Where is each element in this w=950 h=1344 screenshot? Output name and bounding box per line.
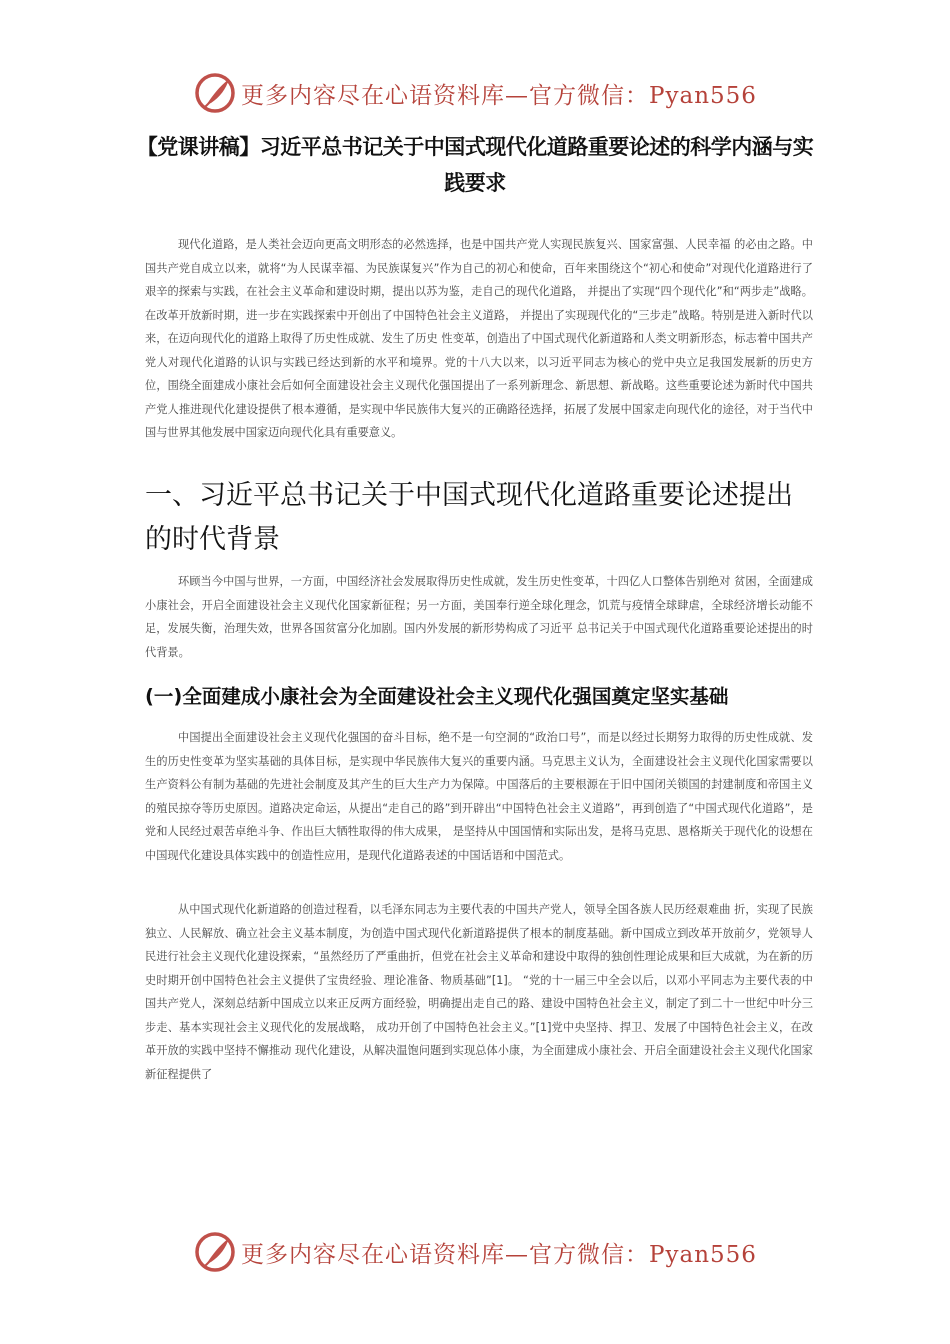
section-heading-1: 一、习近平总书记关于中国式现代化道路重要论述提出的时代背景 <box>145 480 793 555</box>
intro-paragraph: 现代化道路，是人类社会迈向更高文明形态的必然选择，也是中国共产党人实现民族复兴、国家富强、人民幸福 的必由之路。中国共产党自成立以来，就将“为人民谋幸福、为民族谋复兴”作为自己的初心和使命，百年来围绕这个“初心和使命”对现代化道路进行了艰辛的探索与实践，在社会主义革命和建设时期，提出以苏为鉴，走自己的现代化道路， 并提出了实现“四个现代化”和“两步走”战略。在改革开放新时期，进一步在实践探索中开创出了中国特色社会主义道路， 并提出了实现现代化的“三步走”战略。特别是进入新时代以来，在迈向现代化的道路上取得了历史性成就、发生了历史 性变革，创造出了中国式现代化新道路和人类文明新形态，标志着中国共产党人对现代化道路的认识与实践已经达到新的水平和境界。党的十八大以来，以习近平同志为核心的党中央立足我国发展新的历史方位，围绕全面建成小康社会后如何全面建设社会主义现代化强国提出了一系列新理念、新思想、新战略。这些重要论述为新时代中国共产党人推进现代化建设提供了根本遵循，是实现中华民族伟大复兴的正确路径选择，拓展了发展中国家走向现代化的途径，对于当代中国与世界其他发展中国家迈向现代化具有重要意义。 <box>145 238 813 439</box>
header-watermark-banner <box>0 68 950 118</box>
feather-pen-logo-icon <box>193 1230 237 1274</box>
watermark-text: 更多内容尽在心语资料库—官方微信：Pyan556 <box>241 1241 757 1268</box>
document-title: 【党课讲稿】习近平总书记关于中国式现代化道路重要论述的科学内涵与实践要求 <box>136 135 814 195</box>
subsection1-paragraph-1: 中国提出全面建设社会主义现代化强国的奋斗目标，绝不是一句空洞的“政治口号”，而是以经过长期努力取得的历史性成就、发生的历史性变革为坚实基础的具体目标，是实现中华民族伟大复兴的重要内涵。马克思主义认为，全面建设社会主义现代化国家需要以生产资料公有制为基础的先进社会制度及其产生的巨大生产力为保障。中国落后的主要根源在于旧中国闭关锁国的封建制度和帝国主义的殖民掠夺等历史原因。道路决定命运，从提出“走自己的路”到开辟出“中国特色社会主义道路”，再到创造了“中国式现代化道路”，是党和人民经过艰苦卓绝斗争、作出巨大牺牲取得的伟大成果， 是坚持从中国国情和实际出发，是将马克思、恩格斯关于现代化的设想在中国现代化建设具体实践中的创造性应用，是现代化道路表述的中国话语和中国范式。 <box>145 731 813 862</box>
watermark-text: 更多内容尽在心语资料库—官方微信：Pyan556 <box>241 82 757 109</box>
subsection-heading-1: (一)全面建成小康社会为全面建设社会主义现代化强国奠定坚实基础 <box>145 685 729 708</box>
section1-paragraph: 环顾当今中国与世界，一方面，中国经济社会发展取得历史性成就，发生历史性变革，十四亿人口整体告别绝对 贫困，全面建成小康社会，开启全面建设社会主义现代化国家新征程；另一方面，美国奉行逆全球化理念，饥荒与疫情全球肆虐，全球经济增长动能不足，发展失衡，治理失效，世界各国贫富分化加剧。国内外发展的新形势构成了习近平 总书记关于中国式现代化道路重要论述提出的时代背景。 <box>145 575 813 659</box>
subsection1-paragraph-2: 从中国式现代化新道路的创造过程看，以毛泽东同志为主要代表的中国共产党人，领导全国各族人民历经艰难曲 折，实现了民族独立、人民解放、确立社会主义基本制度，为创造中国式现代化新道路提供了根本的制度基础。新中国成立到改革开放前夕，党领导人民进行社会主义现代化建设探索，“虽然经历了严重曲折，但党在社会主义革命和建设中取得的独创性理论成果和巨大成就，为在新的历史时期开创中国特色社会主义提供了宝贵经验、理论准备、物质基础”[1]。 “党的十一届三中全会以后，以邓小平同志为主要代表的中国共产党人，深刻总结新中国成立以来正反两方面经验，明确提出走自己的路、建设中国特色社会主义，制定了到二十一世纪中叶分三步走、基本实现社会主义现代化的发展战略， 成功开创了中国特色社会主义。”[1]党中央坚持、捍卫、发展了中国特色社会主义，在改革开放的实践中坚持不懈推动 现代化建设，从解决温饱问题到实现总体小康，为全面建成小康社会、开启全面建设社会主义现代化国家新征程提供了 <box>145 903 813 1081</box>
footer-watermark-banner <box>0 1227 950 1277</box>
feather-pen-logo-icon <box>193 71 237 115</box>
